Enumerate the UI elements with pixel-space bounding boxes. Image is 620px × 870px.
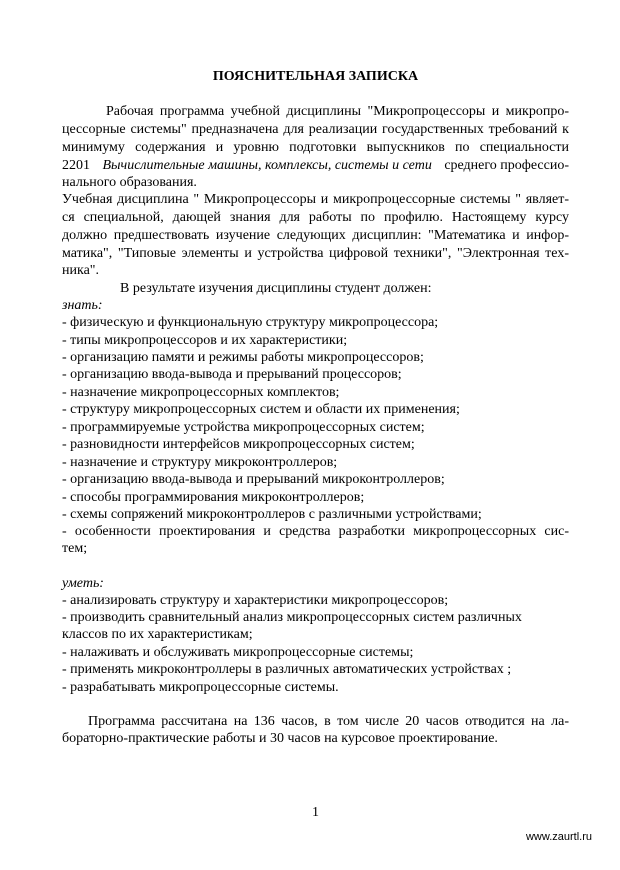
hours-line-2: бораторно-практические работы и 30 часов на курсовое проектирование. — [62, 731, 498, 746]
list-item: - типы микропроцессоров и их характеристики; — [62, 333, 348, 348]
list-item: - производить сравнительный анализ микропроцессорных систем различных — [62, 610, 522, 625]
document-page — [62, 0, 569, 870]
specialty-name: Вычислительные машины, комплексы, системы и сети — [102, 158, 432, 173]
list-item: - организацию памяти и режимы работы микропроцессоров; — [62, 350, 424, 365]
site-watermark: www.zaurtl.ru — [525, 831, 592, 843]
prereq-line-3: должно предшествовать изучение следующих дисциплин: "Математика и инфор- — [62, 228, 569, 243]
intro-line-5: нального образования. — [62, 175, 197, 190]
prereq-line-1: Учебная дисциплина " Микропроцессоры и микропроцессорные системы " являет- — [62, 192, 569, 207]
list-item: - схемы сопряжений микроконтроллеров с различными устройствами; — [62, 507, 482, 522]
list-item: - назначение микропроцессорных комплектов; — [62, 385, 340, 400]
list-item: - анализировать структуру и характеристики микропроцессоров; — [62, 593, 449, 608]
document-title: ПОЯСНИТЕЛЬНАЯ ЗАПИСКА — [212, 69, 419, 84]
intro-line-4 — [62, 158, 569, 174]
can-heading: уметь: — [62, 576, 104, 591]
list-item: тем; — [62, 541, 88, 556]
intro-line-1: Рабочая программа учебной дисциплины "Микропроцессоры и микропро- — [106, 104, 569, 119]
list-item: - программируемые устройства микропроцессорных систем; — [62, 420, 425, 435]
list-item: - структуру микропроцессорных систем и области их применения; — [62, 402, 460, 417]
intro-line-2: цессорные системы" предназначена для реализации государственных требований к — [62, 122, 569, 137]
know-heading: знать: — [62, 298, 103, 313]
intro-line-4-tail: среднего профессио- — [444, 158, 569, 173]
list-item: - налаживать и обслуживать микропроцессорные системы; — [62, 645, 414, 660]
list-item: - применять микроконтроллеры в различных автоматических устройствах ; — [62, 662, 512, 677]
list-item: - разновидности интерфейсов микропроцессорных систем; — [62, 437, 415, 452]
specialty-code: 2201 — [62, 158, 90, 173]
result-intro: В результате изучения дисциплины студент должен: — [120, 281, 432, 296]
hours-line-1: Программа рассчитана на 136 часов, в том числе 20 часов отводится на ла- — [88, 714, 569, 729]
prereq-line-2: ся специальной, дающей знания для работы по профилю. Настоящему курсу — [62, 210, 569, 225]
prereq-line-4: матика", "Типовые элементы и устройства цифровой техники", "Электронная тех- — [62, 246, 569, 261]
list-item: - разрабатывать микропроцессорные системы. — [62, 680, 339, 695]
prereq-line-5: ника". — [62, 263, 100, 278]
list-item: - способы программирования микроконтроллеров; — [62, 490, 365, 505]
list-item: - назначение и структуру микроконтроллеров; — [62, 455, 338, 470]
list-item: - организацию ввода-вывода и прерываний процессоров; — [62, 367, 402, 382]
list-item: - физическую и функциональную структуру микропроцессора; — [62, 315, 439, 330]
intro-line-3: минимуму содержания и уровню подготовки выпускников по специальности — [62, 140, 569, 155]
list-item: - организацию ввода-вывода и прерываний микроконтроллеров; — [62, 472, 445, 487]
list-item: классов по их характеристикам; — [62, 627, 253, 642]
list-item: - особенности проектирования и средства разработки микропроцессорных сис- — [62, 524, 569, 539]
page-number: 1 — [312, 805, 319, 820]
